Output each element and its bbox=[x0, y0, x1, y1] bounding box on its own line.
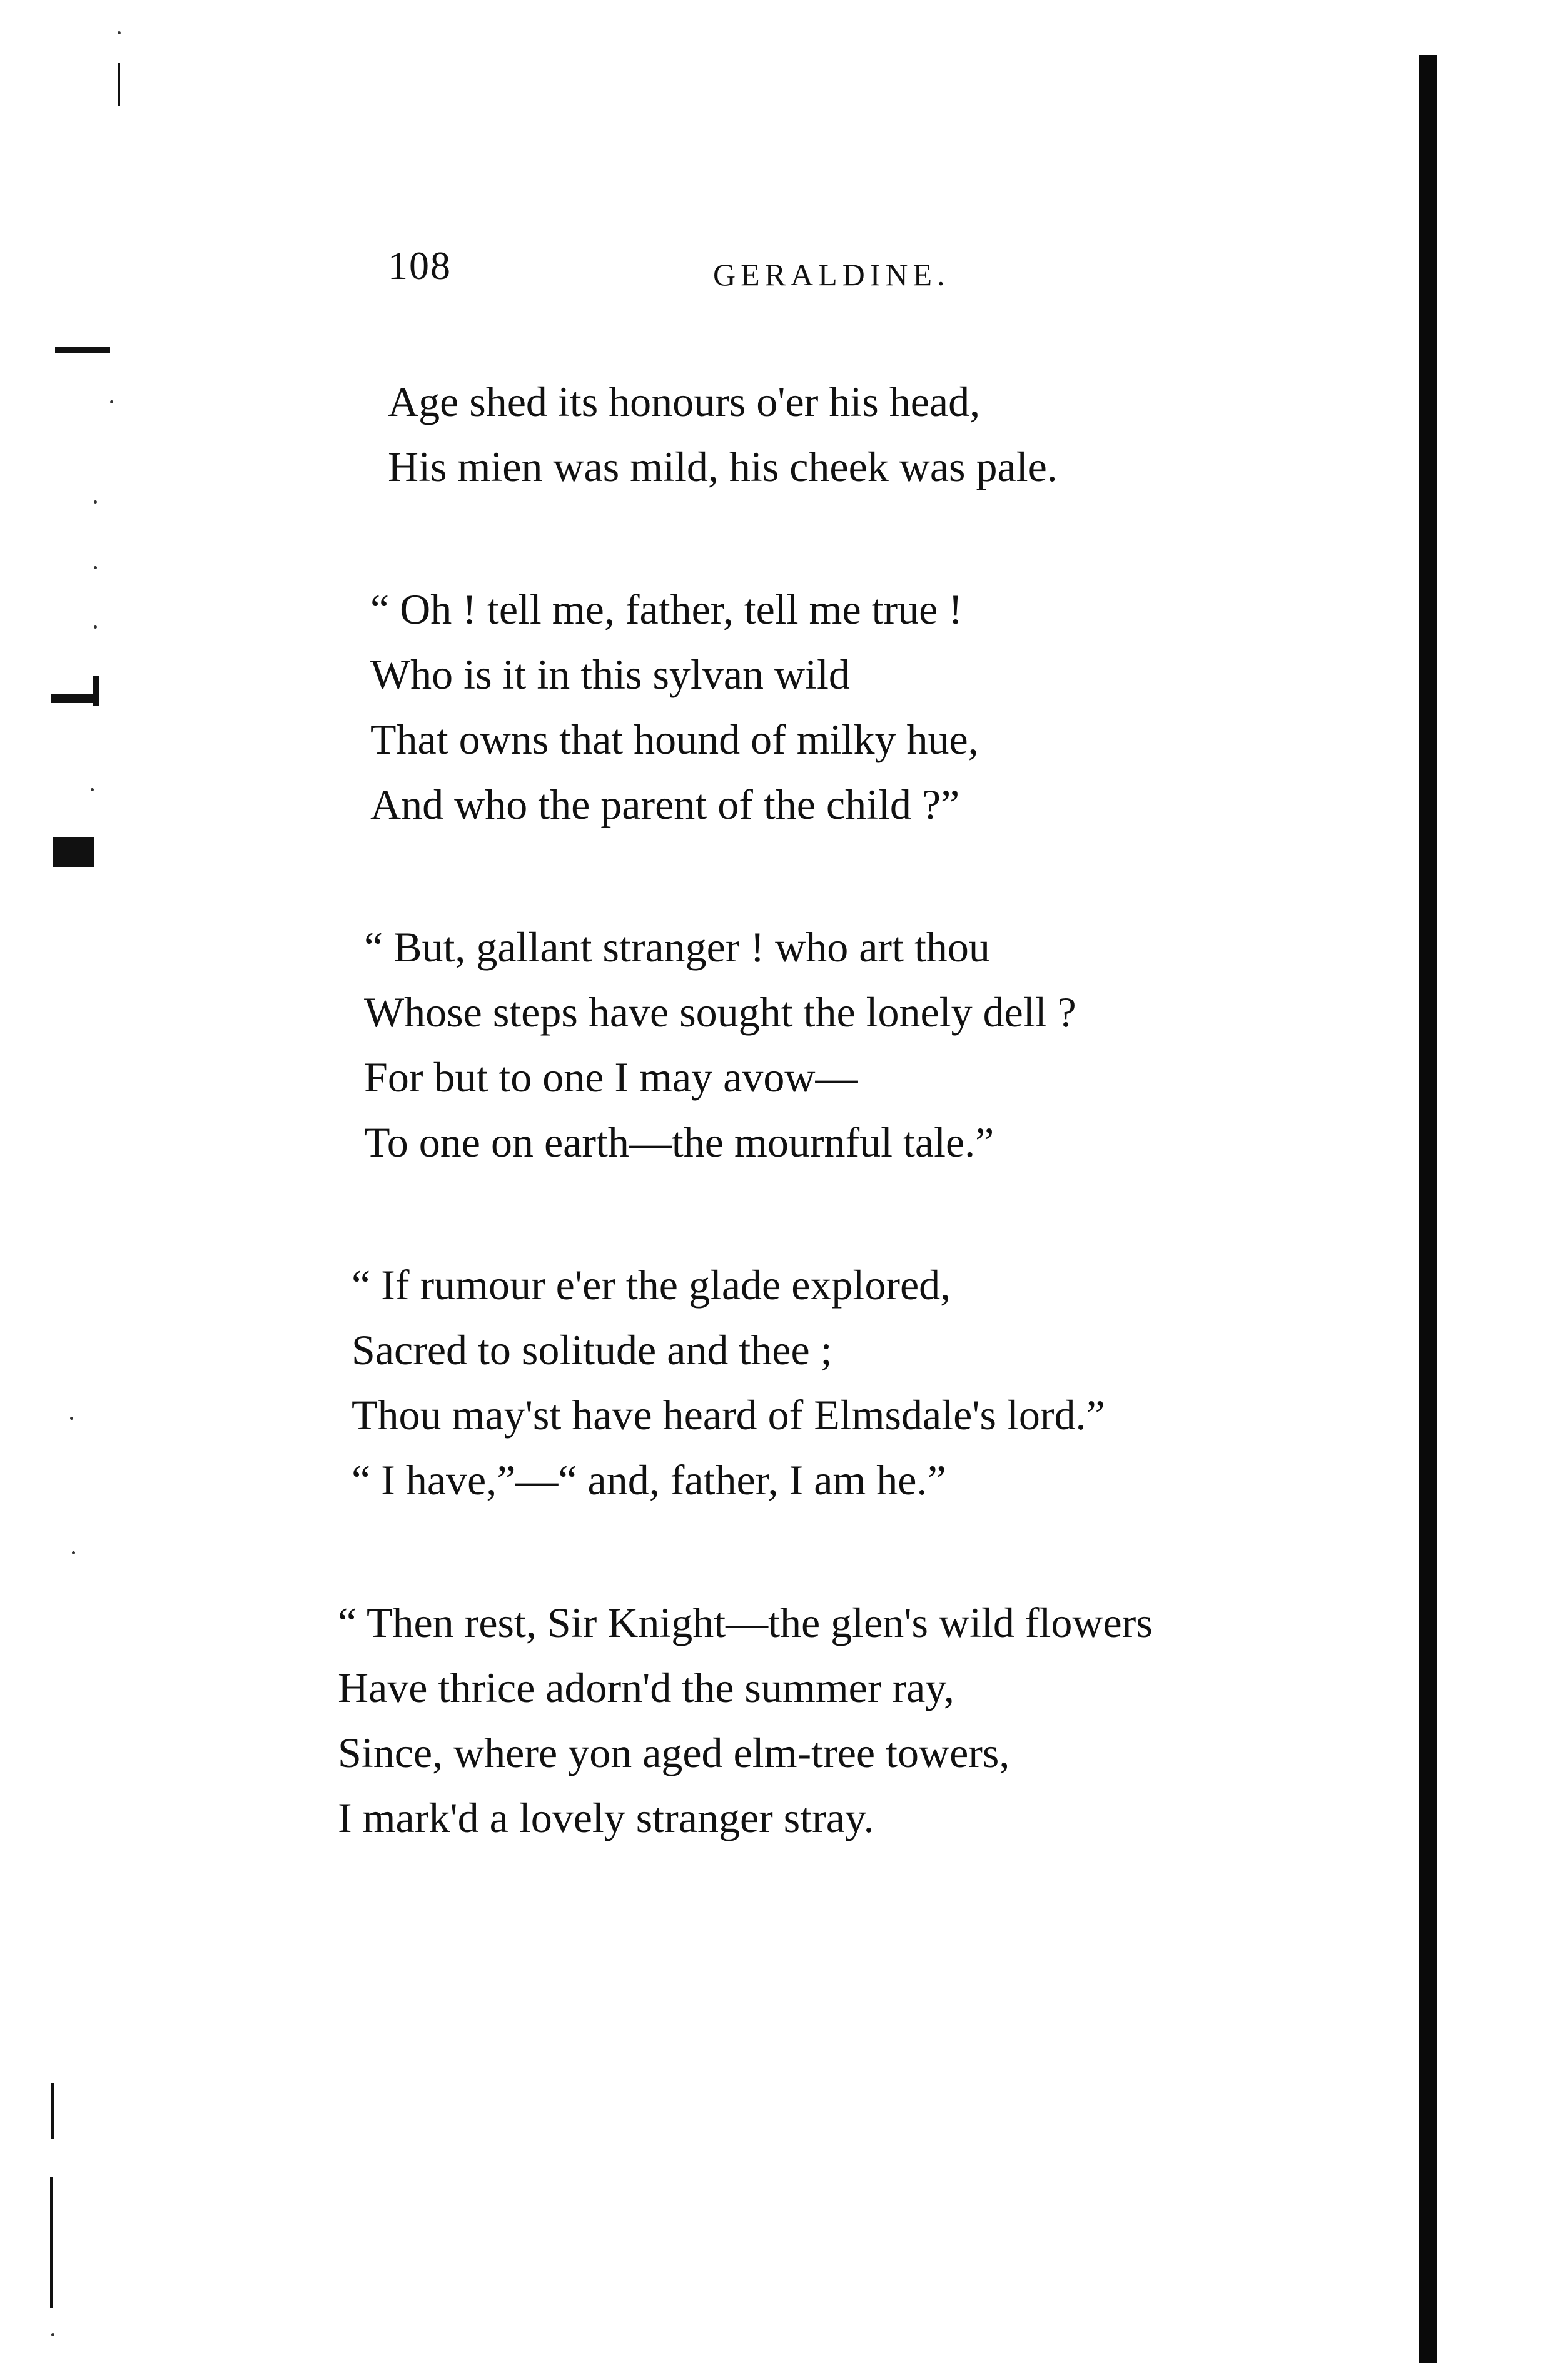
stanza bbox=[388, 369, 1389, 499]
scan-speck bbox=[72, 1551, 75, 1554]
scan-speck bbox=[70, 1417, 73, 1420]
page-header bbox=[388, 243, 1076, 293]
scan-speck bbox=[51, 2333, 54, 2336]
verse-line: “ Then rest, Sir Knight—the glen's wild flowers bbox=[338, 1599, 1153, 1646]
scan-speck bbox=[110, 400, 113, 403]
verse-line: Whose steps have sought the lonely dell ? bbox=[364, 988, 1076, 1036]
scan-artifact bbox=[53, 837, 94, 867]
scan-speck bbox=[94, 500, 97, 504]
verse-line: “ If rumour e'er the glade explored, bbox=[352, 1261, 951, 1309]
scan-artifact bbox=[93, 676, 99, 706]
scan-artifact bbox=[50, 2177, 53, 2308]
verse-line: I mark'd a lovely stranger stray. bbox=[338, 1794, 874, 1841]
verse-line: And who the parent of the child ?” bbox=[370, 781, 960, 828]
verse-line: Have thrice adorn'd the summer ray, bbox=[338, 1664, 954, 1711]
stanza bbox=[352, 1252, 1389, 1512]
scan-artifact bbox=[118, 63, 120, 106]
verse-line: Since, where yon aged elm-tree towers, bbox=[338, 1729, 1010, 1776]
scan-artifact bbox=[55, 347, 110, 353]
verse-line: Who is it in this sylvan wild bbox=[370, 651, 850, 698]
scan-speck bbox=[94, 566, 97, 569]
poem-body bbox=[338, 369, 1389, 1928]
verse-line: “ Oh ! tell me, father, tell me true ! bbox=[370, 585, 963, 633]
verse-line: “ But, gallant stranger ! who art thou bbox=[364, 923, 990, 971]
scan-artifact bbox=[51, 694, 96, 703]
page-edge-shadow bbox=[1419, 55, 1437, 2363]
scan-speck bbox=[94, 625, 97, 629]
scan-speck bbox=[118, 31, 121, 34]
verse-line: That owns that hound of milky hue, bbox=[370, 716, 979, 763]
scan-artifact bbox=[51, 2083, 54, 2139]
running-title: GERALDINE. bbox=[713, 257, 950, 292]
verse-line: Age shed its honours o'er his head, bbox=[388, 378, 981, 425]
verse-line: For but to one I may avow— bbox=[364, 1053, 858, 1101]
verse-line: His mien was mild, his cheek was pale. bbox=[388, 443, 1058, 490]
stanza bbox=[370, 577, 1389, 837]
stanza bbox=[338, 1590, 1389, 1850]
stanza bbox=[364, 914, 1389, 1175]
verse-line: Thou may'st have heard of Elmsdale's lord.” bbox=[352, 1391, 1105, 1439]
verse-line: Sacred to solitude and thee ; bbox=[352, 1326, 832, 1374]
verse-line: To one on earth—the mournful tale.” bbox=[364, 1118, 994, 1166]
verse-line: “ I have,”—“ and, father, I am he.” bbox=[352, 1456, 946, 1504]
scan-speck bbox=[91, 788, 94, 791]
page-number: 108 bbox=[388, 243, 452, 288]
